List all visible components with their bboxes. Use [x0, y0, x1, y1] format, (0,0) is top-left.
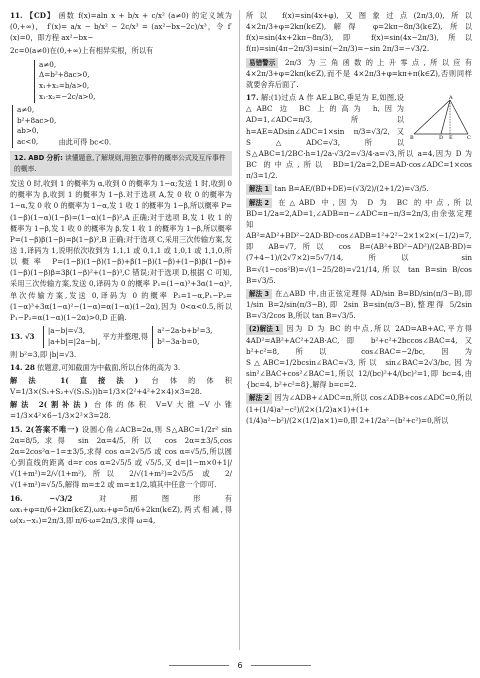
triangle-diagram	[410, 94, 472, 140]
q17-part2-solution-1: (2)解法 1 因为 D 为 BC 的中点,所以 2AD=AB+AC,平方得 4AD²=AB²+AC²+2AB·AC,即 b²+c²+2bccos∠BAC=4,又 b²+c²=8,所以 cos∠BAC=−2/bc,因为 S△ABC=1/2bcsin∠BAC=√3,所以 sin∠BAC=2√3/bc,因为 sin²∠BAC+cos²∠BAC=1,所以 12/(bc)²+4/(bc)²=1,即 bc=4,由 {bc=4, b²+c²=8},解得 b=c=2.	[246, 324, 472, 390]
q11-text-3: 2c=0(a≠0)在(0,+∞)上有相异实根，所以有	[10, 46, 154, 56]
q11-sys1-line: x₁·x₂=−2c/a>0,	[39, 92, 96, 102]
q13-system-1: |a−b|=√3, |a+b|=|2a−b|,	[43, 326, 100, 348]
q13-number: 13.	[10, 331, 23, 341]
q13-answer: √3	[24, 331, 35, 341]
q17-p2-s1-label: (2)解法 1	[246, 324, 283, 334]
q12-analysis-text: 读懂题意,了解规则,用独立事件的概率公式及互斥事件的概率.	[14, 154, 226, 173]
right-column	[246, 10, 472, 428]
q14-number: 14.	[10, 362, 23, 372]
error-warning-text: 2π/3 为三角函数的上升零点,所以应有 4×2π/3+φ=2kπ(k∈Z),而不是 4×2π/3+φ=kπ+π(k∈Z),否则同样就要舍弃后面了.	[246, 57, 472, 89]
q15-number: 15.	[10, 424, 23, 434]
q14-solution-2: 解法 2(割补法) 台体的体积 V=V大锥−V小锥=1/3×4²×6−1/3×2²×3=28.	[10, 400, 232, 421]
error-warning-block	[246, 57, 472, 91]
q14-intro: 依题意,可知截面为中截面,所以台体的高为 3.	[37, 362, 181, 372]
q11-text-1: 函数 f(x)=aln x + b/x + c/x² (a≠0) 的定义域为(0,+∞)，	[10, 11, 232, 32]
q12-answer: ABD	[28, 154, 45, 162]
q14-answer: 28	[24, 362, 35, 372]
q17-p2-s2-label: 解法 2	[246, 393, 272, 403]
q17-solution-3: 解法 3 在△ABD 中,由正弦定理得 AD/sin B=BD/sin(π/3−B),即 1/sin B=2/sin(π/3−B),即 2sin B=sin(π/3−B),整理得 5/2sin B=√3/2cos B,所以 tan B=√3/5.	[246, 288, 472, 321]
q11-system-2: a≠0, b²+8ac>0, ab>0, ac<0,	[12, 105, 56, 148]
q11-system-1	[34, 60, 95, 103]
q17-solution-1: 解法 1 tan B=AE/(BD+DE)=(√3/2)/(2+1/2)=√3/5.	[246, 183, 472, 194]
q11-number: 11.	[10, 11, 23, 20]
q17-s3-label: 解法 3	[246, 289, 272, 299]
q13-block	[10, 325, 232, 360]
q12-analysis-banner	[10, 151, 232, 176]
q15-body: 设圆心角∠ACB=2α,则 S△ABC=1/2r² sin 2α=8/5,求得 sin 2α=4/5,所以 cos 2α=±3/5,cos 2α=2cos²α−1=±3/5,求得 cos α=2√5/5 或 cos α=√5/5,所以圆心到直线的距离 d=r cos α=2√5/5 或 √5/5,又 d=|1−m×0+1|/√(1+m²)=2/√(1+m²),所以 2/√(1+m²)=2√5/5 或 2/√(1+m²)=√5/5,解得 m=±2 或 m=±1/2,填其中任意一个即可.	[10, 424, 232, 490]
q17-s2-label: 解法 2	[246, 198, 272, 208]
q11-sys1-line: Δ=b²+8ac>0,	[39, 70, 90, 80]
q11-conclusion	[10, 104, 232, 149]
left-column	[10, 10, 232, 528]
q11-block	[10, 10, 232, 43]
q11-sys1-line: a≠0,	[39, 59, 57, 69]
q16-block	[10, 493, 232, 526]
q11-answer: 【CD】	[25, 11, 56, 20]
q16-number: 16.	[10, 493, 23, 503]
q14-block	[10, 362, 232, 373]
q17-number: 17.	[246, 93, 259, 103]
vertex-label: A	[449, 95, 453, 102]
q17-part1: 解:(1)过点 A 作 AE⊥BC,垂足为 E,如图,设△ABC 边 BC 上的高为 h,因为 AD=1,∠ADC=π/3,所以 h=AE=ADsin∠ADC=1×sin π/3=√3/2,又 S△ADC=√3,所以 S△ABC=1/2BC·h=1/2a·√3/2=√3/4·a=√3,所以 a=4,因为 D 为 BC 的中点,所以 BD=1/2a=2,DE=AD·cos∠ADC=1×cos π/3=1/2.	[246, 93, 472, 181]
q11-text-2: f′(x)= a/x − b/x² − 2c/x³ = (ax²−bx−2c)/x³，令 f′(x)=0，即方程 ax²−bx−	[10, 22, 232, 43]
q13-system-2: a²−2a·b+b²=3, b²−3a·b=0,	[152, 326, 212, 348]
q16-continuation: 所以 f(x)=sin(4x+φ),又图象过点(2π/3,0),所以 4×2π/3+φ=2kπ(k∈Z),解得 φ=2kπ−8π/3(k∈Z),所以 f(x)=sin(4x+2kπ−8π/3),即 f(x)=sin(4x−2π/3),所以 f(π)=sin(4π−2π/3)=sin(−2π/3)=−sin 2π/3=−√3/2.	[246, 11, 472, 54]
triangle-figure	[410, 94, 472, 140]
q17-block	[246, 92, 472, 181]
q16-body: 对照图形有 ωx₁+φ=π/6+2kπ(k∈Z),ωx₂+φ=5π/6+2kπ(k∈Z),两式相减,得 ω(x₂−x₁)=2π/3,即 π/6·ω=2π/3,求得 ω=4,	[10, 493, 232, 525]
q11-result: 由此可得 bc<0.	[58, 137, 112, 147]
q17-part2-solution-2: 解法 2 因为∠ADB+∠ADC=π,所以 cos∠ADB+cos∠ADC=0,所以 (1+(1/4)a²−c²)/(2×(1/2)a×1)+(1+(1/4)a²−b²)/(2×(1/2)a×1)=0,即 2+1/2a²−(b²+c²)=0,所以	[246, 393, 472, 425]
vertex-label: E	[449, 135, 453, 141]
q13-result: 则 b²=3,即 |b|=√3.	[10, 349, 77, 359]
vertex-label: C	[467, 135, 471, 141]
q12-analysis-label: 分析:	[46, 154, 63, 162]
q17-solution-2: 解法 2 在△ABD 中,因为 D 为 BC 的中点,所以 BD=1/2a=2,AD=1,∠ADB=π−∠ADC=π−π/3=2π/3,由余弦定理知 AB²=AD²+BD²−2AD·BD·cos∠ADB=1²+2²−2×1×2×(−1/2)=7,即 AB=√7,所以 cos B=(AB²+BD²−AD²)/(2AB·BD)=(7+4−1)/(2√7×2)=5√7/14,所以 sin B=√(1−cos²B)=√(1−25/28)=√21/14,所以 tan B=sin B/cos B=√3/5.	[246, 197, 472, 285]
q15-answer: 2(答案不唯一)	[25, 424, 79, 434]
q12-body: 发送 0 时,收到 1 的概率为 α,收到 0 的概率为 1−α;发送 1 时,收到 0 的概率为 β,收到 1 的概率为 1−β.对于选项 A,发 0 收 0 的概率为 1−α,发 0 收 0 的概率为 1−α,发 1 收 1 的概率为 1−β,所以概率 P=(1−β)(1−α)(1−β)=(1−α)(1−β)²,A 正确;对于选项 B,发 1 收 1 的概率为 1−β,发 1 收 0 的概率为 β,发 1 收 1 的概率为 1−β,所以概率 P=(1−β)β(1−β)=β(1−β)²,B 正确;对于选项 C,采用三次传输方案,发送 1,译码为 1,说明依次收到为 1,1,1 或 0,1,1 或 1,0,1 或 1,1,0,所以概率 P=(1−β)(1−β)(1−β)+β(1−β)(1−β)+(1−β)β(1−β)+(1−β)(1−β)β=3β(1−β)²+(1−β)³,C 错误;对于选项 D,根据 C 可知,采用三次传输方案,发送 0,译码为 0 的概率 P₁=(1−α)³+3α(1−α)²,单次传输方案,发送 0,译码为 0 的概率 P₂=1−α,P₁−P₂=(1−α)³+3α(1−α)²−(1−α)=α(1−α)(1−2α),因为 0<α<0.5,所以 P₁−P₂=α(1−α)(1−2α)>0,D 正确.	[10, 179, 232, 322]
vertex-label: B	[410, 135, 414, 141]
footer-rule	[169, 665, 229, 666]
q11-sys1-line: x₁+x₂=b/a>0,	[39, 81, 90, 91]
error-warning-label: 易错警示	[246, 58, 278, 68]
column-divider	[239, 10, 240, 650]
q14-s2-label: 解法 2(割补法)	[10, 400, 88, 410]
q12-number: 12.	[14, 154, 27, 162]
page-number: 6	[237, 661, 243, 670]
q14-solution-1: 解法 1(直接法) 台体的体积 V=1/3×(S₁+S₂+√(S₁S₂))h=1/3×(2²+4²+2×4)×3=28.	[10, 376, 232, 397]
footer-rule	[251, 665, 311, 666]
vertex-label: D	[439, 135, 444, 141]
q16-answer: −√3/2	[49, 493, 73, 503]
q17-s1-label: 解法 1	[246, 184, 272, 194]
q15-block	[10, 424, 232, 491]
q14-s1-label: 解法 1(直接法)	[10, 376, 139, 385]
q13-text: 平方并整理,得	[102, 331, 148, 341]
page-footer	[0, 660, 480, 672]
